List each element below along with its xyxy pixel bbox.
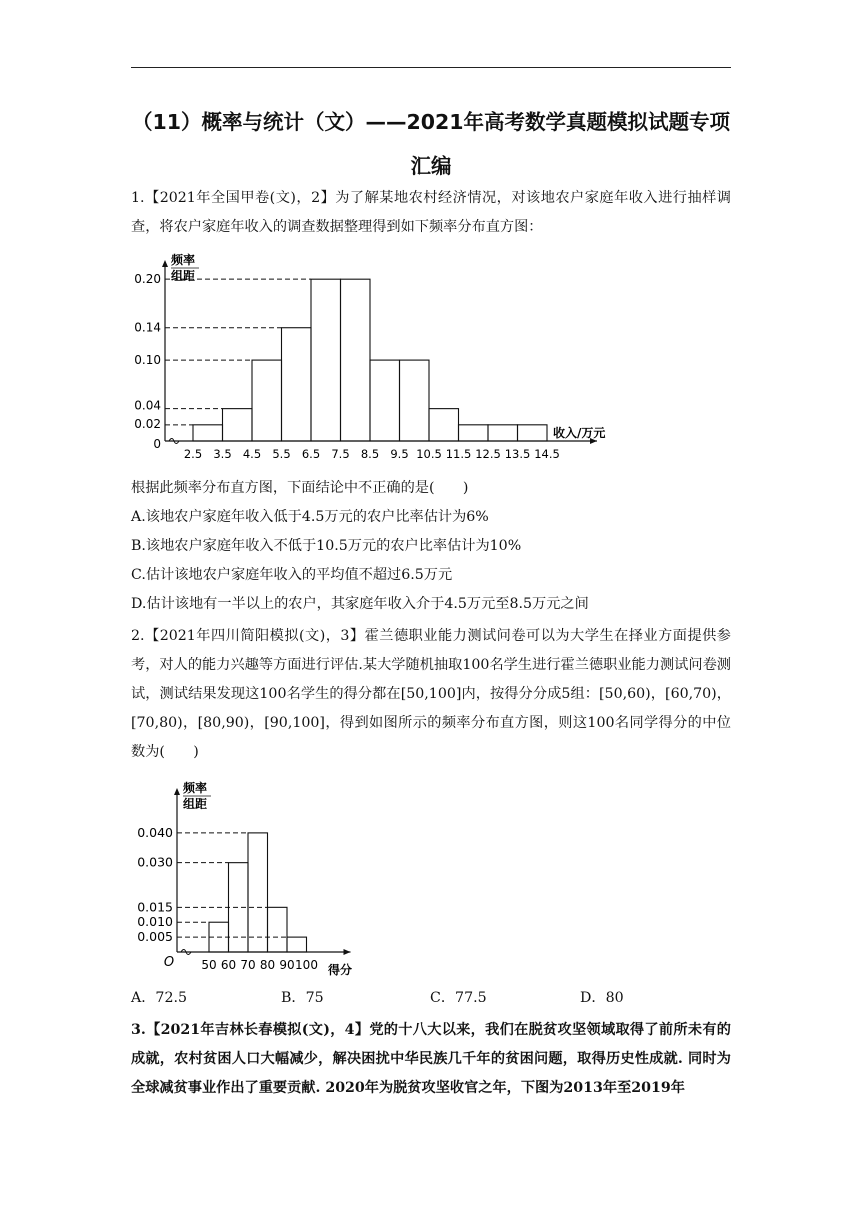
- q3-stem: 3.【2021年吉林长春模拟(文)，4】党的十八大以来，我们在脱贫攻坚领域取得了前所未有的成就，农村贫困人口大幅减少，解决困扰中华民族几千年的贫困问题，取得历史性成就. 同时为全球减贫事业作出了重要贡献. 2020年为脱贫攻坚收官之年，下图为2013年至2019年: [131, 1022, 731, 1096]
- q1-option-d: D.估计该地有一半以上的农户，其家庭年收入介于4.5万元至8.5万元之间: [131, 596, 589, 612]
- histogram-bar: [370, 360, 400, 441]
- x-tick-label: 8.5: [360, 447, 380, 461]
- x-tick-label: 60: [220, 958, 237, 972]
- y-axis-arrow: [162, 260, 168, 267]
- x-tick-label: 4.5: [242, 447, 262, 461]
- q1-question: 根据此频率分布直方图，下面结论中不正确的是( ): [131, 480, 469, 496]
- x-tick-label: 12.5: [475, 447, 501, 461]
- histogram-bar: [252, 360, 282, 441]
- histogram-bar: [488, 425, 518, 441]
- y-tick-label: 0.010: [137, 914, 173, 930]
- q1-option-c: C.估计该地农户家庭年收入的平均值不超过6.5万元: [131, 567, 453, 583]
- y-tick-label: 0.015: [137, 899, 173, 915]
- y-tick-label: 0.14: [134, 320, 161, 335]
- y-axis-label-numerator: 频率: [171, 253, 196, 267]
- y-tick-label: 0.10: [134, 353, 161, 368]
- x-tick-label: 50: [201, 958, 217, 972]
- histogram-bar: [248, 833, 268, 952]
- histogram-bar: [518, 425, 548, 441]
- q1-histogram: [131, 246, 621, 466]
- q2-choice-b: B．75: [281, 990, 324, 1006]
- y-axis-label-denominator: 组距: [171, 269, 196, 283]
- histogram-bar: [400, 360, 430, 441]
- y-tick-label: 0.02: [134, 416, 161, 431]
- histogram-bar: [282, 328, 312, 441]
- histogram-bar: [311, 279, 341, 441]
- x-tick-label: 5.5: [272, 447, 291, 461]
- q1-option-a: A.该地农户家庭年收入低于4.5万元的农户比率估计为6%: [131, 509, 489, 525]
- x-tick-label: 6.5: [301, 447, 321, 461]
- x-tick-label: 10.5: [416, 447, 442, 461]
- histogram-bar: [268, 907, 288, 952]
- y-tick-label: 0.040: [137, 824, 173, 840]
- y-tick-label: 0.20: [134, 272, 161, 287]
- x-tick-label: 3.5: [213, 447, 232, 461]
- y-tick-label: 0.030: [137, 854, 173, 870]
- q2-choice-c: C．77.5: [430, 990, 487, 1006]
- histogram-bar: [193, 425, 223, 441]
- x-axis-arrow: [344, 949, 351, 955]
- x-tick-label: 90: [279, 958, 295, 972]
- q2-choice-d: D．80: [580, 990, 624, 1006]
- x-tick-label: 14.5: [534, 447, 560, 461]
- x-tick-label: 11.5: [445, 447, 472, 461]
- x-tick-label: 70: [240, 958, 256, 972]
- q1-option-b: B.该地农户家庭年收入不低于10.5万元的农户比率估计为10%: [131, 538, 522, 554]
- q2-stem: 2.【2021年四川简阳模拟(文)，3】霍兰德职业能力测试问卷可以为大学生在择业方面提供参考，对人的能力兴趣等方面进行评估.某大学随机抽取100名学生进行霍兰德职业能力测试问卷测试，测试结果发现这100名学生的得分都在[50,100]内，按得分分成5组：[50,60)，[60,70)，[70,80)，[80,90)，[90,100]，得到如图所示的频率分布直方图，则这100名同学得分的中位数为( ): [131, 628, 731, 760]
- histogram-bar: [341, 279, 371, 441]
- x-tick-label: 100: [295, 958, 318, 972]
- y-tick-label: 0.005: [137, 929, 173, 945]
- page-title: （11）概率与统计（文）——2021年高考数学真题模拟试题专项汇编: [131, 110, 731, 178]
- q1-stem: 1.【2021年全国甲卷(文)，2】为了解某地农村经济情况，对该地农户家庭年收入进行抽样调查，将农户家庭年收入的调查数据整理得到如下频率分布直方图：: [131, 190, 731, 235]
- x-tick-label: 13.5: [504, 447, 531, 461]
- histogram-bar: [429, 409, 459, 441]
- x-axis-label: 得分: [328, 963, 353, 977]
- q2-choice-a: A．72.5: [131, 990, 188, 1006]
- q2-histogram: [131, 776, 371, 984]
- y-axis-label-numerator: 频率: [183, 781, 208, 795]
- x-axis-label: 收入/万元: [553, 426, 606, 440]
- x-tick-label: 80: [259, 958, 276, 972]
- header-rule: [131, 67, 731, 68]
- histogram-bar: [459, 425, 489, 441]
- x-tick-label: 7.5: [331, 447, 350, 461]
- histogram-bar: [287, 937, 307, 952]
- y-axis-arrow: [174, 788, 180, 795]
- x-tick-label: 9.5: [390, 447, 409, 461]
- y-tick-label: 0: [153, 437, 161, 451]
- x-tick-label: 2.5: [183, 447, 203, 461]
- histogram-bar: [223, 409, 253, 441]
- y-axis-label-denominator: 组距: [183, 797, 208, 811]
- y-tick-label: 0.04: [134, 398, 161, 413]
- origin-label: O: [163, 955, 175, 970]
